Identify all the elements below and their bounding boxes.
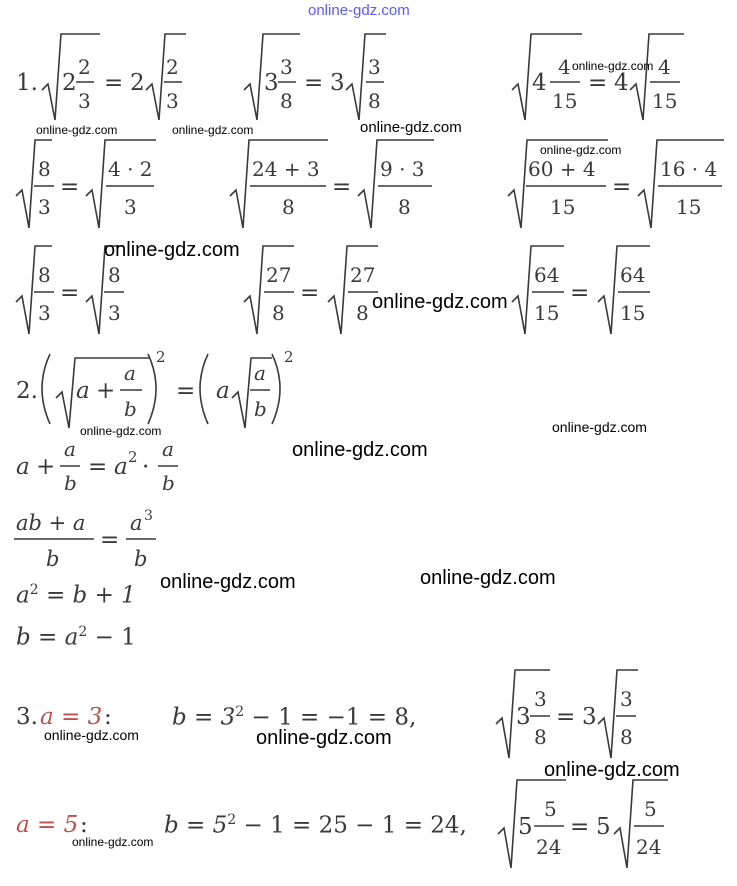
case1-colon: : [104,704,112,730]
fraction-denominator: 24 [636,835,662,859]
equals-sign: = [304,70,324,96]
equals-sign: = [332,174,352,200]
radical-sign [328,246,378,334]
fraction-denominator: 3 [78,89,91,113]
lhs: b = a [16,624,79,651]
fraction-numerator: a [254,361,266,385]
equals-sign: = [588,70,608,96]
fraction-numerator: 60 + 4 [528,157,596,181]
watermark: online-gdz.com [44,727,139,743]
row1-item2 [244,34,386,120]
fraction-denominator: 3 [38,301,51,325]
problem3-number: 3. [16,704,38,730]
fraction-denominator: 8 [280,89,293,113]
fraction-denominator: b [254,397,267,421]
fraction-numerator: 24 + 3 [252,157,320,181]
fraction-numerator: 3 [534,687,547,711]
problem2-line4 [16,624,136,651]
fraction-numerator: 2 [166,55,179,79]
exponent: 2 [78,624,88,640]
exponent: 2 [156,348,166,366]
row2-item2 [230,140,434,228]
radical-sign [358,140,434,228]
fraction-numerator: 4 [558,55,571,79]
fraction-denominator: 8 [534,725,547,749]
plus-sign: + [96,378,116,404]
dot-operator: · [142,454,150,480]
problem2-number: 2. [16,378,38,404]
mixed-whole: 3 [516,704,531,730]
equals-sign: = [556,704,576,730]
watermark: online-gdz.com [360,119,462,136]
coefficient: 3 [330,70,345,96]
fraction-numerator: 3 [620,687,633,711]
mixed-whole: 3 [264,70,279,96]
case1-radical [490,666,650,766]
fraction-denominator: b [162,471,175,495]
exponent: 2 [235,704,245,720]
watermark: online-gdz.com [104,239,240,261]
var-a: a [216,378,230,404]
row1-item3 [512,34,684,120]
b-eq: b = 5 [164,812,228,839]
problem2-line3 [16,582,136,609]
coefficient: 3 [582,704,597,730]
fraction-denominator: 8 [368,89,381,113]
var-a: a [114,454,128,480]
exponent: 3 [144,508,153,524]
case2-colon: : [80,812,88,838]
fraction-denominator: 3 [124,195,137,219]
mixed-whole: 2 [62,70,77,96]
fraction-denominator: b [64,471,77,495]
radical-sign [86,140,156,228]
fraction-numerator: a [64,437,76,461]
row1-item1 [42,34,186,120]
exponent: 2 [227,812,237,828]
watermark: online-gdz.com [572,59,654,73]
watermark: online-gdz.com [36,123,118,137]
radical-sign [244,246,294,334]
fraction-numerator: 4 [658,55,671,79]
fraction-numerator: 8 [38,157,51,181]
rhs: = b + 1 [45,582,136,609]
left-paren [200,354,208,424]
case1-condition: a = 3 [40,704,103,730]
watermark: online-gdz.com [256,727,392,749]
fraction-denominator: b [124,397,137,421]
fraction-numerator: 5 [544,797,557,821]
equals-sign: = [176,378,196,404]
watermark: online-gdz.com [372,291,508,313]
exponent: 2 [284,348,294,366]
fraction-denominator: b [46,547,60,571]
coefficient: 2 [130,70,145,96]
fraction-numerator: 3 [280,55,293,79]
fraction-denominator: 8 [398,195,411,219]
fraction-numerator: 8 [38,263,51,287]
problem2-line2 [0,506,400,576]
watermark: online-gdz.com [420,567,556,589]
fraction-denominator: 8 [282,195,295,219]
case2-condition: a = 5 [16,812,79,838]
equals-sign: = [104,70,124,96]
fraction-numerator: a [130,511,143,535]
coefficient: 5 [596,814,611,840]
equals-sign: = [570,280,590,306]
fraction-denominator: 15 [552,89,578,113]
equals-sign: = [570,814,590,840]
fraction-denominator: 3 [108,301,121,325]
equals-sign: = [100,527,120,553]
fraction-denominator: 15 [620,301,646,325]
fraction-numerator: 27 [266,263,292,287]
left-paren [42,354,50,424]
fraction-denominator: 8 [620,725,633,749]
mixed-whole: 4 [532,70,547,96]
fraction-denominator: 15 [550,195,576,219]
row3-item2 [244,246,378,334]
watermark: online-gdz.com [544,759,680,781]
fraction-denominator: 8 [272,301,285,325]
row2-item1 [16,140,156,228]
fraction-denominator: 3 [38,195,51,219]
equals-sign: = [60,280,80,306]
equals-sign: = [60,174,80,200]
mixed-whole: 5 [518,814,533,840]
fraction-numerator: a [124,361,136,385]
case2-b-equation [164,812,467,839]
plus-sign: + [36,454,56,480]
equals-sign: = [300,280,320,306]
fraction-numerator: ab + a [16,511,86,535]
problem1-number: 1. [16,70,38,96]
watermark: online-gdz.com [172,123,254,137]
b-eq: b = 3 [172,704,236,731]
fraction-numerator: 16 · 4 [660,157,718,181]
radical-sign [230,140,328,228]
fraction-numerator: 64 [534,263,560,287]
watermark: online-gdz.com [160,571,296,593]
tail: − 1 [87,624,136,651]
var-a: a [76,378,90,404]
fraction-denominator: 24 [536,835,562,859]
fraction-numerator: 9 · 3 [380,157,425,181]
case2-radical [492,776,677,876]
fraction-numerator: 5 [644,797,657,821]
watermark: online-gdz.com [292,439,428,461]
fraction-numerator: 64 [620,263,646,287]
tail: − 1 = −1 = 8, [244,704,417,731]
fraction-numerator: a [162,437,174,461]
fraction-denominator: 8 [356,301,369,325]
watermark: online-gdz.com [72,835,154,849]
fraction-denominator: 15 [652,89,678,113]
exponent: 2 [29,582,39,598]
problem1-row2 [0,136,737,236]
var-a: a [16,454,30,480]
right-paren [148,354,156,424]
equals-sign: = [88,454,108,480]
fraction-denominator: 15 [676,195,702,219]
tail: − 1 = 25 − 1 = 24, [236,812,467,839]
row3-item3 [512,246,650,334]
fraction-denominator: 3 [166,89,179,113]
fraction-numerator: 4 · 2 [108,157,153,181]
fraction-numerator: 27 [350,263,376,287]
right-paren [272,354,280,424]
watermark: online-gdz.com [80,424,162,438]
watermark: online-gdz.com [540,143,622,157]
fraction-denominator: 15 [534,301,560,325]
lhs: a [16,582,30,609]
equals-sign: = [612,174,632,200]
coefficient: 4 [614,70,629,96]
fraction-numerator: 8 [108,263,121,287]
top-watermark: online-gdz.com [308,2,410,19]
watermark: online-gdz.com [552,419,647,435]
exponent: 2 [128,448,138,466]
fraction-denominator: b [134,547,148,571]
fraction-numerator: 3 [368,55,381,79]
fraction-numerator: 2 [78,55,91,79]
